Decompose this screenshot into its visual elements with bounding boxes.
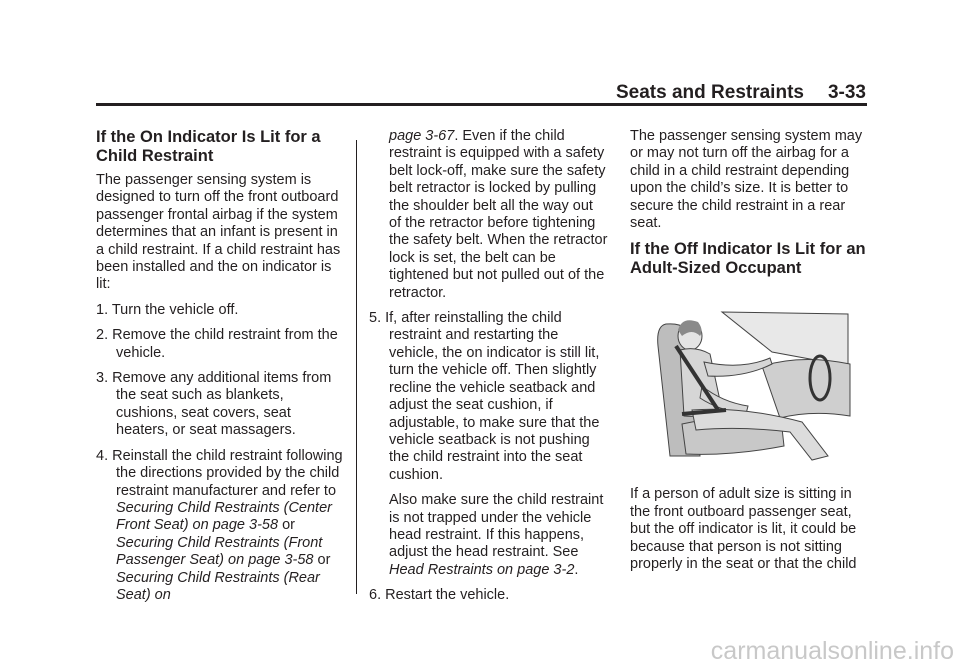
column-2: [369, 128, 609, 613]
child-size-paragraph: The passenger sensing system may or may not turn off the airbag for a child in a child restraint depending upon the child’s size. It is better to secure the child restraint in a rear seat.: [630, 128, 863, 232]
step-4-text: 4. Reinstall the child restraint following the directions provided by the child restraint manufacturer and refer to: [96, 447, 343, 499]
or-text: or: [317, 552, 331, 569]
step-4-continued: page 3-67. Even if the child restraint is equipped with a safety belt lock-off, make sure the safety belt retractor is locked by pulling the shoulder belt all the way out of the retractor before tightening the safety belt. When the retractor lock is set, the belt can be tightened but not pulled out of the retractor.: [389, 128, 608, 301]
watermark: carmanualsonline.info: [710, 637, 954, 665]
passenger-seated-illustration-icon: [652, 306, 852, 466]
page-header: [96, 82, 866, 104]
step-3: 3. Remove any additional items from the seat such as blankets, cushions, seat covers, seat heaters, or seat massagers.: [96, 370, 332, 439]
or-text: or: [282, 517, 295, 534]
ref-center-front-seat[interactable]: Securing Child Restraints (Center Front Seat) on page 3-58: [116, 499, 332, 534]
intro-paragraph: The passenger sensing system is designed to turn off the front outboard passenger frontal airbag if the system determines that an infant is present in a child restraint. If a child restraint has been installed and the on indicator is lit:: [96, 172, 341, 293]
heading-off-indicator: If the Off Indicator Is Lit for an Adult-Sized Occupant: [630, 240, 866, 278]
column-divider: [356, 140, 357, 594]
column-1: [96, 128, 346, 612]
step-5-note: Also make sure the child restraint is not trapped under the vehicle head restraint. If this happens, adjust the head restraint. See Head Restraints on page 3-2.: [389, 492, 604, 578]
step-2: 2. Remove the child restraint from the vehicle.: [96, 327, 338, 361]
ref-front-passenger-seat[interactable]: Securing Child Restraints (Front Passenger Seat) on page 3-58: [116, 534, 323, 569]
ref-rear-seat[interactable]: Securing Child Restraints (Rear Seat) on: [116, 569, 320, 603]
page-number: 3-33: [827, 82, 866, 103]
header-rule: [96, 103, 867, 106]
adult-passenger-illustration: [652, 306, 870, 466]
step-6: 6. Restart the vehicle.: [369, 587, 510, 604]
step-4: [96, 448, 346, 605]
section-title: Seats and Restraints: [616, 82, 804, 103]
heading-on-indicator: If the On Indicator Is Lit for a Child Restraint: [96, 128, 321, 165]
ref-page-3-67[interactable]: page 3-67: [389, 128, 455, 144]
ref-head-restraints[interactable]: Head Restraints on page 3-2: [389, 561, 575, 578]
column-3: [630, 128, 870, 581]
adult-size-paragraph: If a person of adult size is sitting in the front outboard passenger seat, but the off indicator is lit, it could be because that person is not sitting properly in the seat or that the child: [630, 486, 857, 573]
step-5: 5. If, after reinstalling the child restraint and restarting the vehicle, the on indicator is still lit, turn the vehicle off. Then slightly recline the vehicle seatback and adjust the seat cushion, if adjustable, to make sure that the vehicle seatback is not pushing the child restraint into the seat cushion.: [369, 310, 600, 483]
step-1: 1. Turn the vehicle off.: [96, 301, 239, 318]
